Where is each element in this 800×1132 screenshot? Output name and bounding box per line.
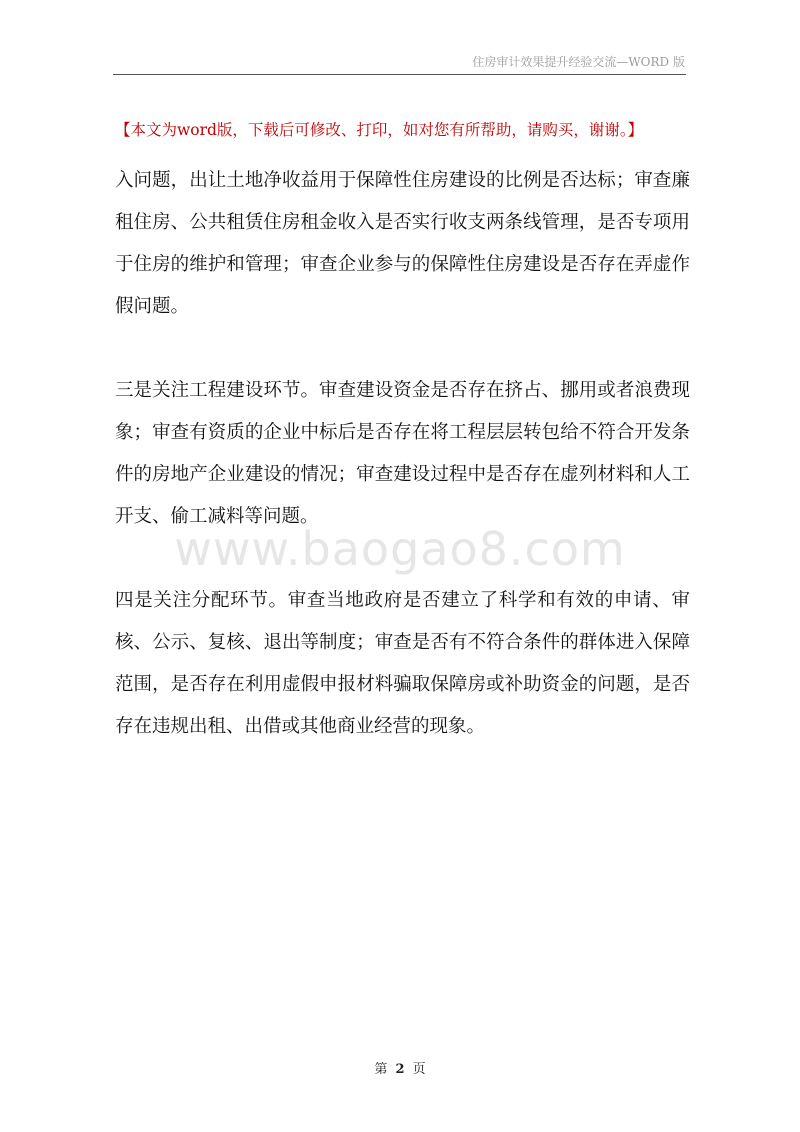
page-number: 2 bbox=[395, 1062, 405, 1077]
footer-prefix: 第 bbox=[374, 1062, 388, 1077]
paragraph-1: 入问题，出让土地净收益用于保障性住房建设的比例是否达标；审查廉租住房、公共租赁住房租金收入是否实行收支两条线管理，是否专项用于住房的维护和管理；审查企业参与的保障性住房建设是否存在弄虚作假问题。 bbox=[115, 170, 690, 317]
paragraph-spacer bbox=[115, 328, 690, 370]
running-header: 住房审计效果提升经验交流—WORD 版 bbox=[472, 55, 685, 69]
footer-suffix: 页 bbox=[412, 1062, 426, 1077]
purchase-notice: 【本文为word版，下载后可修改、打印，如对您有所帮助，请购买，谢谢。】 bbox=[115, 121, 644, 139]
page-footer bbox=[0, 1058, 800, 1077]
document-body bbox=[115, 160, 690, 748]
paragraph-3: 四是关注分配环节。审查当地政府是否建立了科学和有效的申请、审核、公示、复核、退出等制度；审查是否有不符合条件的群体进入保障范围，是否存在利用虚假申报材料骗取保障房或补助资金的问题，是否存在违规出租、出借或其他商业经营的现象。 bbox=[115, 590, 690, 737]
paragraph-2: 三是关注工程建设环节。审查建设资金是否存在挤占、挪用或者浪费现象；审查有资质的企业中标后是否存在将工程层层转包给不符合开发条件的房地产企业建设的情况；审查建设过程中是否存在虚列材料和人工开支、偷工减料等问题。 bbox=[115, 380, 690, 527]
header-divider bbox=[113, 74, 686, 75]
watermark: www.baogao8.com bbox=[174, 522, 626, 576]
